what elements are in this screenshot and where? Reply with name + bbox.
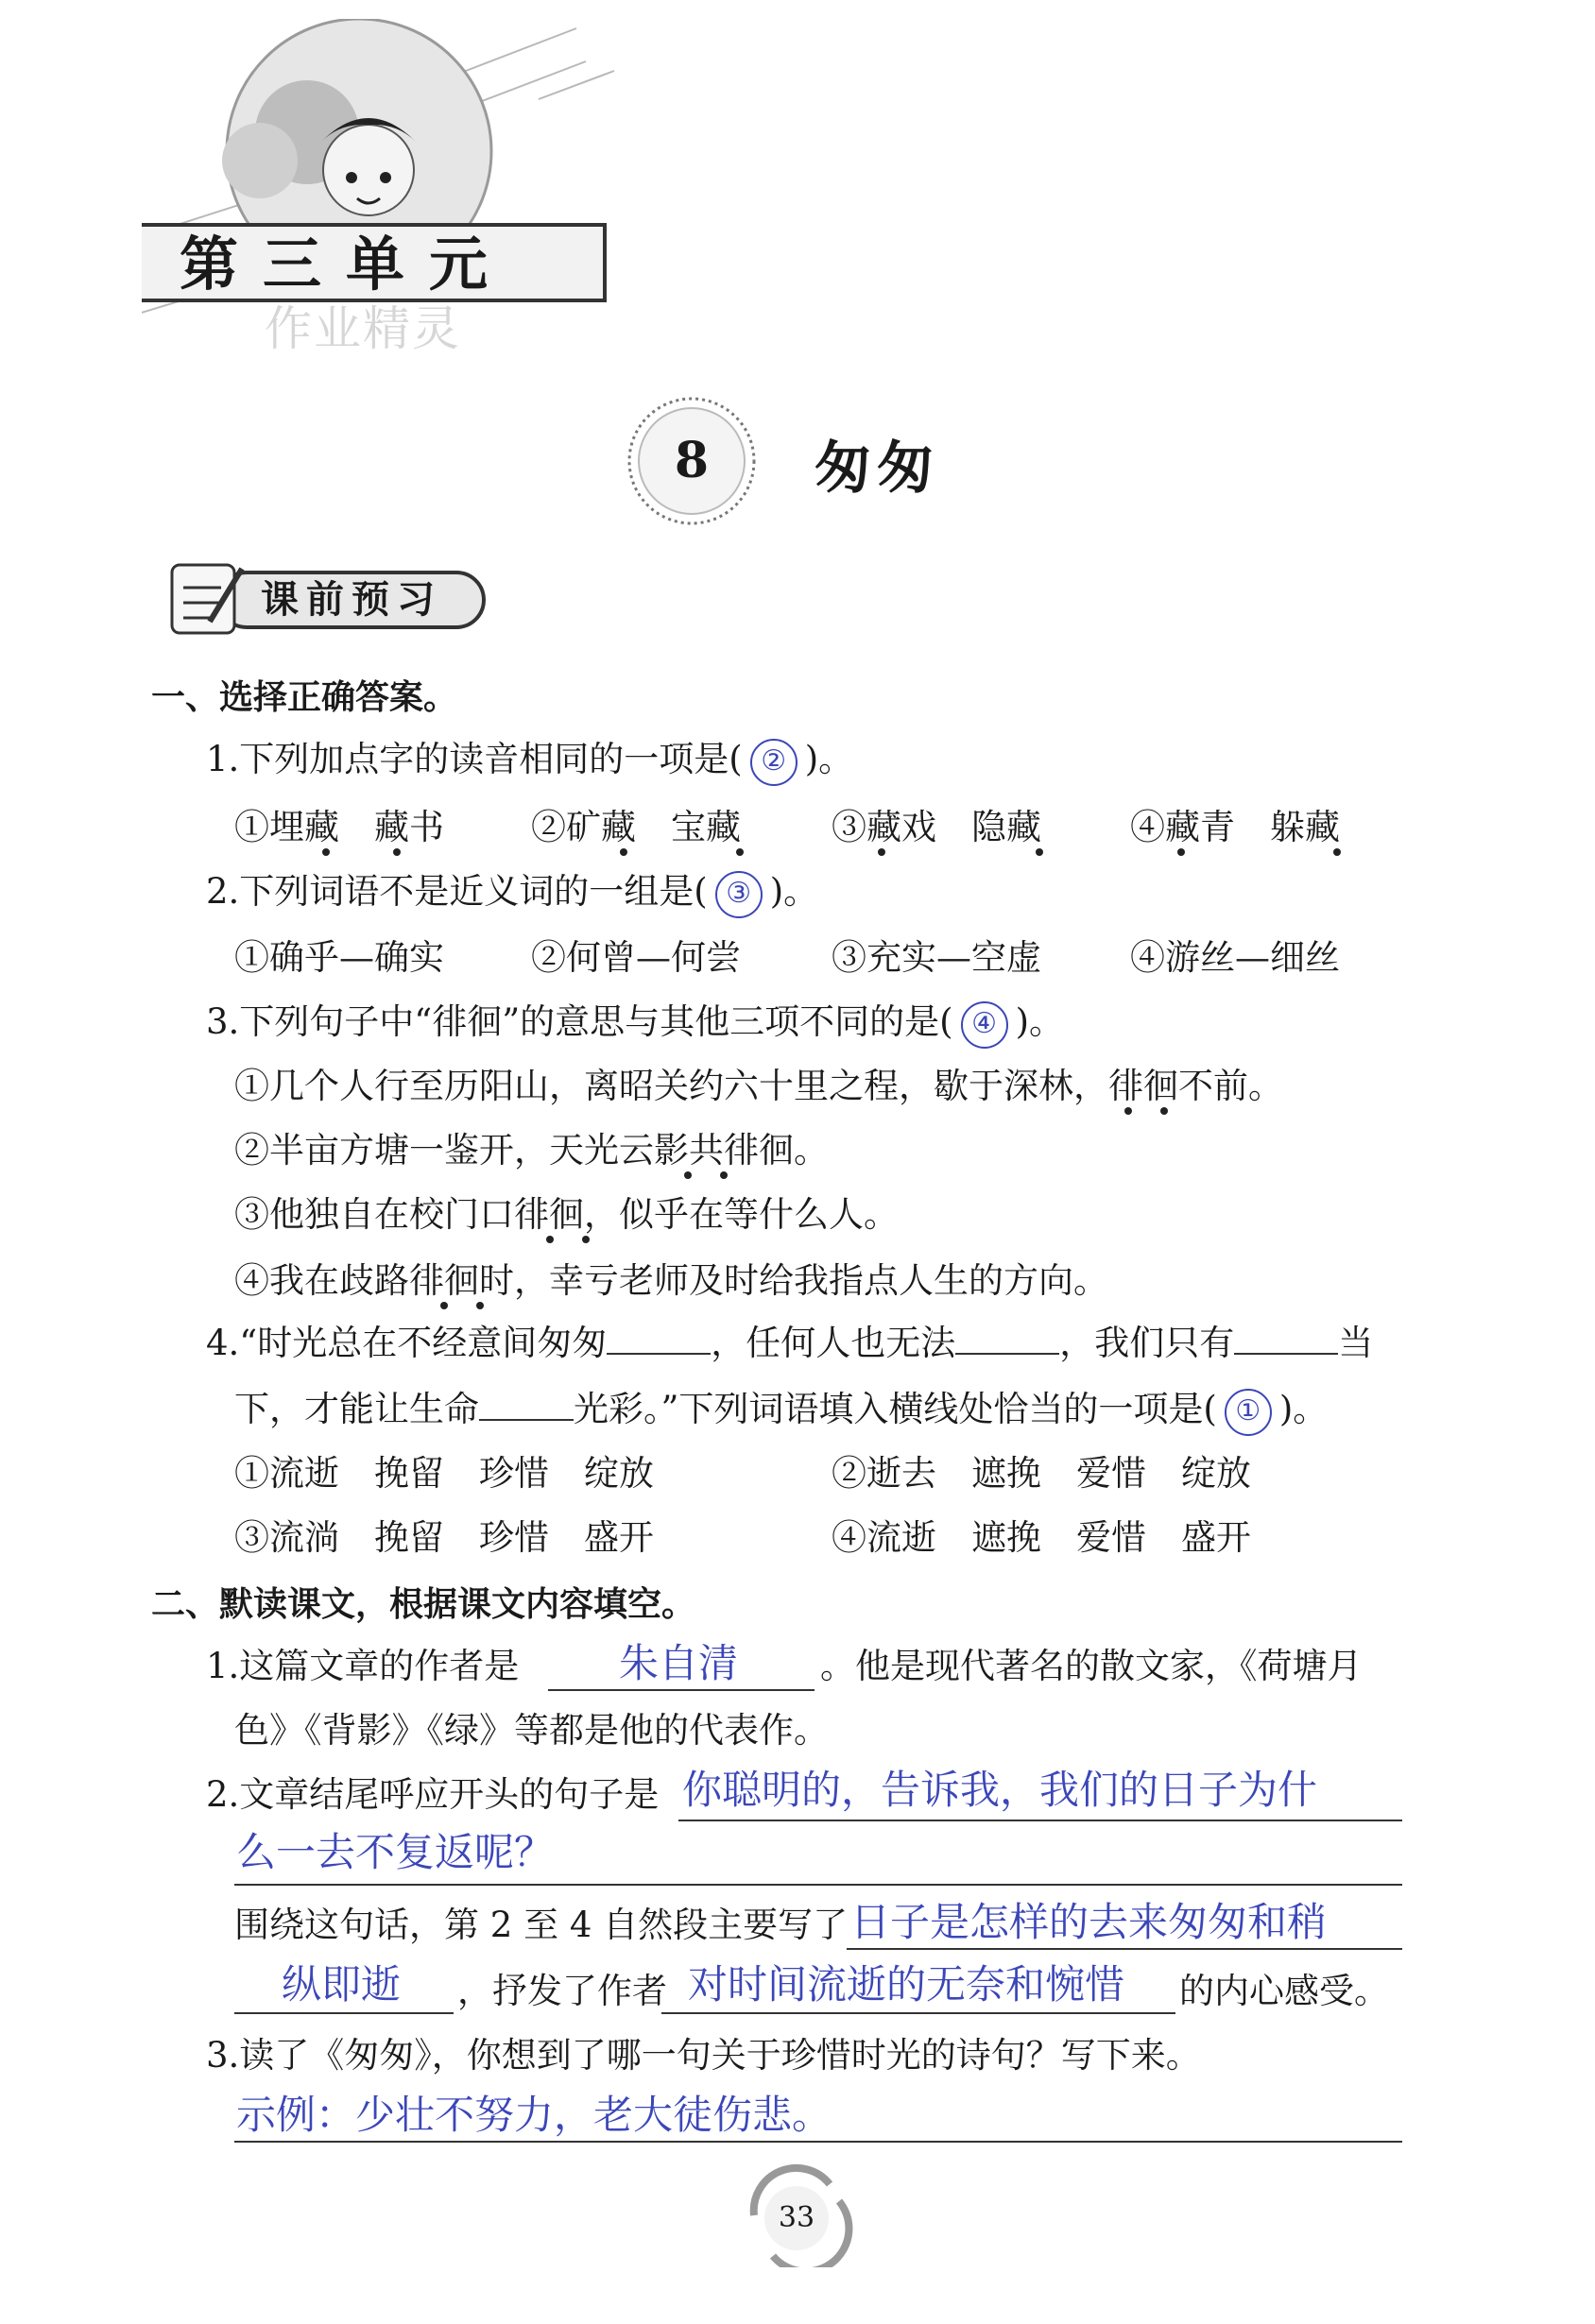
s2q3-stem: 3.读了《匆匆》，你想到了哪一句关于珍惜时光的诗句？写下来。 xyxy=(206,2035,1201,2076)
page-number-badge xyxy=(726,2163,867,2267)
s2q1-prefix: 1.这篇文章的作者是 xyxy=(206,1646,520,1686)
q3-option-3: ③他独自在校门口徘徊，似乎在等什么人。 xyxy=(234,1194,899,1235)
q4-line1 xyxy=(206,1319,1373,1368)
q2-option-3: ③充实—空虚 xyxy=(832,937,1041,978)
lesson-title: 匆匆 xyxy=(815,436,939,502)
q1-answer: ② xyxy=(750,739,798,786)
q4-line2-a: 下，才能让生命 xyxy=(234,1389,479,1429)
q4-line2 xyxy=(234,1385,1328,1436)
q2-option-2: ②何曾—何尝 xyxy=(531,937,741,978)
s2q2-line4 xyxy=(234,2012,454,2014)
s2q2-line3 xyxy=(847,1948,1402,1950)
q4-blank-1[interactable] xyxy=(607,1321,711,1355)
s2q2-answer2-line2: 纵即逝 xyxy=(282,1961,402,2008)
s2q3-line xyxy=(234,2141,1402,2143)
s2q2-prefix: 2.文章结尾呼应开头的句子是 xyxy=(206,1774,660,1815)
q4-line1-a: 4.“时光总在不经意间匆匆 xyxy=(206,1323,608,1363)
q3-option-1: ①几个人行至历阳山，离昭关约六十里之程，歇于深林，徘徊不前。 xyxy=(234,1066,1283,1106)
q1-option-4: ④藏青 躲藏 xyxy=(1130,807,1340,847)
s2q1-suffix: 。他是现代著名的散文家，《荷塘月 xyxy=(820,1646,1363,1686)
page-number: 33 xyxy=(778,2201,815,2234)
q4-blank-3[interactable] xyxy=(1234,1321,1338,1355)
q4-option-3: ③流淌 挽留 珍惜 盛开 xyxy=(234,1517,654,1558)
q4-line1-b: ，任何人也无法 xyxy=(711,1323,956,1363)
q1-option-3: ③藏戏 隐藏 xyxy=(832,807,1041,847)
section-badge-label: 课前预习 xyxy=(261,578,442,622)
lesson-number: 8 xyxy=(674,432,710,489)
q2-option-4: ④游丝—细丝 xyxy=(1130,937,1340,978)
unit-title: 第三单元 xyxy=(180,230,513,299)
s2q2-around-prefix: 围绕这句话，第 2 至 4 自然段主要写了 xyxy=(234,1905,849,1945)
q4-option-2: ②逝去 遮挽 爱惜 绽放 xyxy=(832,1453,1251,1494)
q4-option-4: ④流逝 遮挽 爱惜 盛开 xyxy=(832,1517,1251,1558)
s2q2-line2 xyxy=(234,1884,1402,1886)
s2q2-answer3: 对时间流逝的无奈和惋惜 xyxy=(688,1961,1125,2008)
s2q2-suffix: 的内心感受。 xyxy=(1179,1971,1389,2011)
q4-line1-d: 当 xyxy=(1338,1323,1374,1363)
q4-end: )。 xyxy=(1278,1389,1329,1429)
q3-stem: 3.下列句子中“徘徊”的意思与其他三项不同的是( xyxy=(206,1001,953,1042)
watermark: 作业精灵 xyxy=(265,301,461,356)
q1-end: )。 xyxy=(804,739,854,779)
s2q2-answer2-line1: 日子是怎样的去来匆匆和稍 xyxy=(850,1899,1328,1945)
s2q2-answer-line1: 你聪明的，告诉我，我们的日子为什 xyxy=(682,1767,1318,1813)
q2-answer: ③ xyxy=(715,871,763,918)
s2q2-line5 xyxy=(661,2012,1175,2014)
s2q1-line xyxy=(548,1689,815,1691)
s2q1-line2: 色》《背影》《绿》等都是他的代表作。 xyxy=(234,1710,829,1751)
q2-end: )。 xyxy=(769,871,819,912)
s2q2-mid: ，抒发了作者 xyxy=(457,1971,667,2011)
q4-blank-2[interactable] xyxy=(955,1321,1059,1355)
q1-stem: 1.下列加点字的读音相同的一项是( xyxy=(206,739,743,779)
q4-blank-4[interactable] xyxy=(479,1387,574,1421)
q4-answer: ① xyxy=(1225,1389,1272,1436)
s2q3-answer: 示例：少壮不努力，老大徒伤悲。 xyxy=(236,2092,832,2138)
s2q1-answer: 朱自清 xyxy=(619,1640,739,1686)
q4-option-1: ①流逝 挽留 珍惜 绽放 xyxy=(234,1453,654,1494)
q4-line2-b: 光彩。”下列词语填入横线处恰当的一项是( xyxy=(574,1389,1217,1429)
q2-stem: 2.下列词语不是近义词的一组是( xyxy=(206,871,708,912)
section1-heading: 一、选择正确答案。 xyxy=(151,678,458,717)
q3-answer: ④ xyxy=(961,1001,1008,1049)
q1-option-2: ②矿藏 宝藏 xyxy=(531,807,741,847)
q3-option-4: ④我在歧路徘徊时，幸亏老师及时给我指点人生的方向。 xyxy=(234,1260,1108,1301)
s2q2-line1 xyxy=(678,1820,1402,1821)
section2-heading: 二、默读课文，根据课文内容填空。 xyxy=(151,1585,696,1624)
q3-option-2: ②半亩方塘一鉴开，天光云影共徘徊。 xyxy=(234,1130,829,1171)
q1-option-1: ①埋藏 藏书 xyxy=(234,807,444,847)
q3-end: )。 xyxy=(1015,1001,1065,1042)
s2q2-answer-line2: 么一去不复返呢？ xyxy=(236,1829,555,1875)
q2-option-1: ①确乎—确实 xyxy=(234,937,444,978)
q4-line1-c: ，我们只有 xyxy=(1059,1323,1235,1363)
